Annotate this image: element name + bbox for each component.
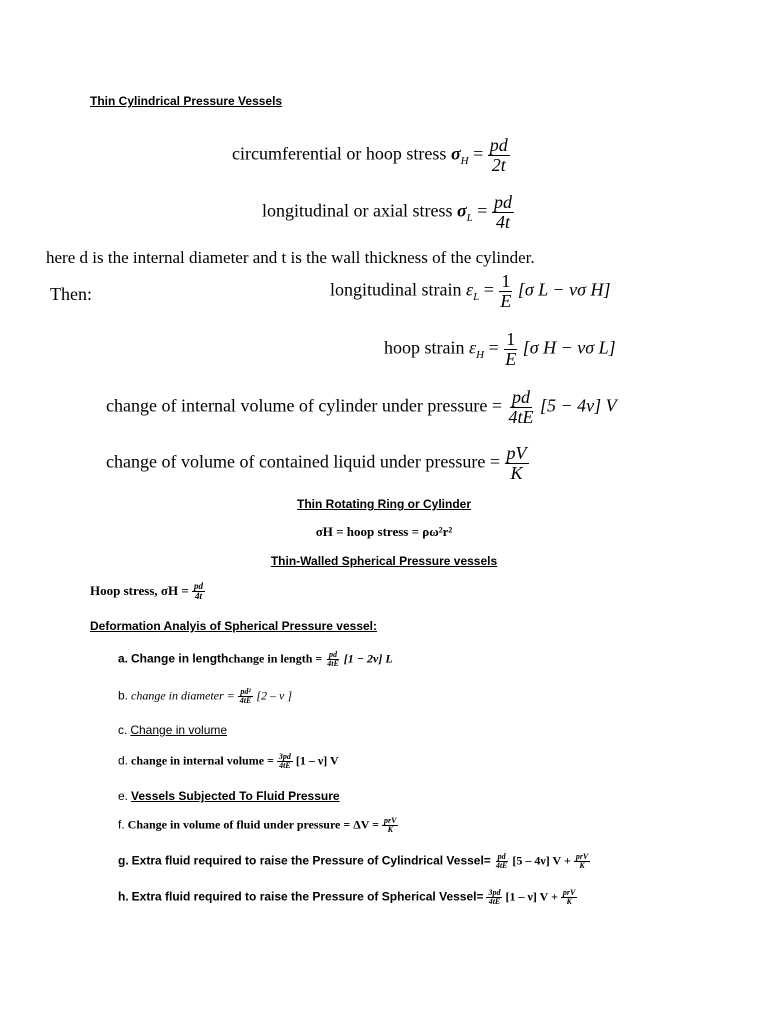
item-g-den: 4tE (495, 861, 508, 871)
item-g-num2: prV (575, 852, 589, 861)
long-symbol: σ (456, 200, 467, 221)
spherical-hoop-formula (90, 582, 205, 602)
item-d-math: change in internal volume = (131, 753, 274, 768)
sph-hoop-den: 4t (194, 591, 202, 602)
lstrain-sub: L (473, 291, 480, 304)
item-a (118, 651, 393, 669)
lstrain-fraction (498, 272, 513, 311)
long-eq: = (477, 200, 488, 221)
item-g-den2: K (579, 861, 585, 871)
hoop-eq: = (473, 143, 484, 164)
item-f-den: K (387, 825, 393, 835)
hoop-sub: H (460, 155, 469, 168)
item-e (118, 789, 340, 804)
vol-tail: [5 − 4ν] V (540, 395, 617, 416)
rotating-formula: σH = hoop stress = ρω²r² (315, 524, 453, 539)
item-g-num: pd (497, 852, 506, 861)
hstrain-sub: H (476, 349, 485, 362)
item-f-num: prV (384, 816, 397, 825)
item-c (118, 723, 227, 738)
item-d-tail: [1 – ν] V (295, 753, 339, 768)
section-title-spherical: Thin-Walled Spherical Pressure vessels (270, 554, 498, 568)
section-title-deformation: Deformation Analyis of Spherical Pressure vessel: (90, 619, 377, 633)
item-f (118, 817, 398, 835)
item-f-fraction (382, 817, 398, 835)
liq-num: pV (506, 443, 527, 463)
item-h-letter: h. (118, 889, 129, 904)
hstrain-label: hoop strain (384, 337, 465, 358)
item-g-tail: [5 – 4ν] V + (512, 853, 571, 868)
here-text: here d is the internal diameter and t is the wall thickness of the cylinder. (46, 248, 535, 267)
item-d-letter: d. (118, 753, 129, 768)
liq-eq: = (489, 451, 501, 472)
item-a-fraction (325, 651, 341, 669)
hoop-strain-formula (384, 330, 616, 369)
long-sub: L (466, 212, 473, 225)
sph-hoop-num: pd (194, 581, 203, 591)
long-stress-label: longitudinal or axial stress (262, 200, 453, 221)
item-b-letter: b. (118, 688, 129, 703)
liq-fraction (505, 444, 529, 483)
hoop-fraction (488, 136, 510, 175)
item-a-den: 4tE (327, 659, 339, 669)
long-den: 4t (495, 211, 510, 232)
lstrain-eq: = (483, 279, 494, 300)
longitudinal-stress-formula (262, 193, 514, 232)
liq-label: change of volume of contained liquid under pressure (106, 451, 486, 472)
hstrain-fraction (503, 330, 518, 369)
item-h-fraction (486, 889, 502, 907)
item-f-letter: f. (118, 817, 125, 832)
item-c-letter: c. (118, 723, 128, 737)
item-a-letter: a. (118, 651, 129, 666)
lstrain-den: E (500, 290, 512, 311)
item-b-den: 4tE (239, 696, 252, 706)
liq-den: K (510, 462, 523, 483)
item-h-fraction2 (561, 889, 577, 907)
item-d-den: 4tE (279, 761, 291, 771)
item-a-text: Change in length (131, 651, 229, 666)
item-g-fraction2 (574, 853, 590, 871)
hstrain-bracket: [σ H − νσ L] (522, 337, 616, 358)
sph-hoop-label: Hoop stress, σH = (90, 582, 189, 598)
item-a-num: pd (329, 650, 337, 659)
item-c-text: Change in volume (130, 723, 228, 737)
item-h-den: 4tE (488, 897, 501, 907)
item-b-num: pd² (240, 687, 251, 696)
item-g-letter: g. (118, 853, 129, 868)
long-fraction (492, 193, 514, 232)
then-label: Then: (50, 284, 92, 304)
hstrain-symbol: ε (469, 337, 477, 358)
lstrain-label: longitudinal strain (330, 279, 462, 300)
item-b-math: change in diameter = (131, 688, 235, 703)
hoop-symbol: σ (450, 143, 461, 164)
hstrain-eq: = (488, 337, 499, 358)
liquid-volume-formula (106, 444, 529, 483)
item-a-math: change in length = (228, 651, 323, 666)
vol-eq: = (491, 395, 503, 416)
sph-hoop-fraction (192, 582, 205, 602)
hoop-den: 2t (491, 154, 506, 175)
longitudinal-strain-formula (330, 272, 610, 311)
vol-num: pd (512, 387, 531, 407)
item-b-tail: [2 – ν ] (256, 688, 292, 703)
section-title-cylindrical: Thin Cylindrical Pressure Vessels (90, 94, 283, 108)
vol-label: change of internal volume of cylinder under pressure (106, 395, 488, 416)
item-h (118, 889, 577, 907)
vol-den: 4tE (508, 406, 534, 427)
lstrain-symbol: ε (465, 279, 474, 300)
item-b-fraction (238, 688, 254, 706)
section-title-rotating: Thin Rotating Ring or Cylinder (297, 497, 471, 511)
item-f-math: Change in volume of fluid under pressure = ΔV = (127, 817, 380, 832)
hoop-num: pd (489, 135, 508, 155)
item-h-den2: K (566, 897, 572, 907)
lstrain-bracket: [σ L − νσ H] (517, 279, 611, 300)
item-g-text: Extra fluid required to raise the Pressure of Cylindrical Vessel= (131, 853, 491, 868)
item-h-text: Extra fluid required to raise the Pressure of Spherical Vessel= (131, 889, 484, 904)
item-g-fraction (494, 853, 510, 871)
item-g (118, 853, 590, 871)
item-e-text: Vessels Subjected To Fluid Pressure (131, 789, 340, 803)
vol-fraction (507, 388, 536, 427)
item-d-num: 3pd (278, 752, 291, 761)
item-h-num: 3pd (488, 888, 501, 897)
item-e-letter: e. (118, 789, 129, 803)
item-b (118, 688, 292, 706)
item-h-tail: [1 – ν] V + (505, 889, 558, 904)
hoop-stress-label: circumferential or hoop stress (232, 143, 447, 164)
long-num: pd (493, 192, 512, 212)
lstrain-num: 1 (501, 271, 511, 291)
hoop-stress-formula (232, 136, 510, 175)
internal-volume-formula (106, 388, 617, 427)
item-h-num2: prV (562, 888, 576, 897)
hstrain-den: E (505, 348, 517, 369)
hstrain-num: 1 (506, 329, 516, 349)
item-a-tail: [1 − 2ν] L (343, 651, 393, 666)
item-d (118, 753, 339, 771)
item-d-fraction (277, 753, 293, 771)
